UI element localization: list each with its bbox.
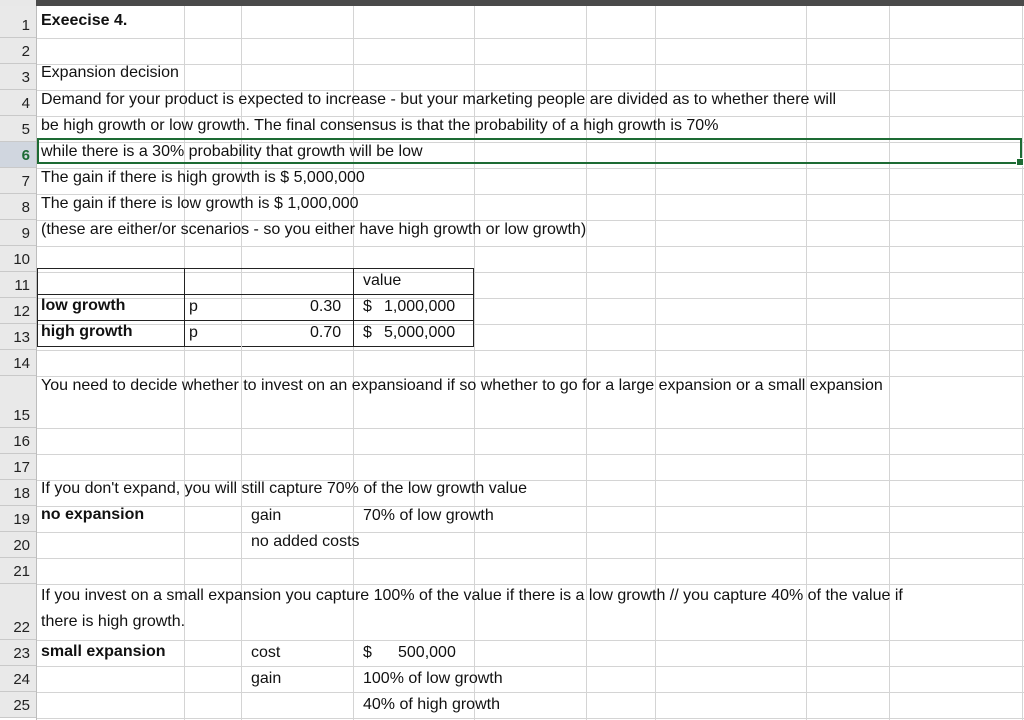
- gridline-h: [37, 558, 1024, 559]
- row-header-10[interactable]: [0, 246, 36, 272]
- gridline-v: [241, 6, 242, 720]
- row-number: 22: [13, 619, 30, 636]
- row-number: 23: [13, 645, 30, 662]
- no-expansion-label[interactable]: no expansion: [41, 506, 145, 523]
- row-number: 12: [13, 303, 30, 320]
- small-expansion-intro-1[interactable]: If you invest on a small expansion you capture 100% of the value if there is a low growth // you capture 40% of the value if: [41, 587, 903, 604]
- row-number: 2: [21, 43, 30, 60]
- small-expansion-gain-low[interactable]: 100% of low growth: [363, 670, 503, 687]
- table-divider-2: [353, 268, 354, 347]
- row-number: 7: [21, 173, 30, 190]
- row-header-9[interactable]: [0, 220, 36, 246]
- row-number: 3: [21, 69, 30, 86]
- small-expansion-label[interactable]: small expansion: [41, 643, 166, 660]
- cell-p-low[interactable]: p: [189, 298, 198, 315]
- row-number: 24: [13, 671, 30, 688]
- table-divider-1: [184, 268, 185, 347]
- row-header-23[interactable]: [0, 640, 36, 666]
- small-expansion-cost-label[interactable]: cost: [251, 644, 281, 661]
- row-number: 10: [13, 251, 30, 268]
- row-header-3[interactable]: [0, 64, 36, 90]
- gridline-h: [37, 64, 1024, 65]
- row-header-20[interactable]: [0, 532, 36, 558]
- row-number: 6: [21, 147, 30, 164]
- row-number: 13: [13, 329, 30, 346]
- gridline-v: [474, 6, 475, 720]
- row-header-14[interactable]: [0, 350, 36, 376]
- gridline-h: [37, 246, 1024, 247]
- row-number: 5: [21, 121, 30, 138]
- small-expansion-intro-2[interactable]: there is high growth.: [41, 613, 186, 630]
- small-expansion-cost-currency: $: [363, 644, 372, 661]
- row-header-7[interactable]: [0, 168, 36, 194]
- small-expansion-gain-high[interactable]: 40% of high growth: [363, 696, 500, 713]
- prob-low-growth[interactable]: 0.30: [310, 298, 342, 315]
- gridline-h: [37, 666, 1024, 667]
- row-number: 19: [13, 511, 30, 528]
- table-header-value[interactable]: value: [363, 272, 402, 289]
- row-header-17[interactable]: [0, 454, 36, 480]
- row-number: 14: [13, 355, 30, 372]
- cell-a8[interactable]: The gain if there is low growth is $ 1,000,000: [41, 195, 359, 212]
- row-number: 21: [13, 563, 30, 580]
- row-header-6[interactable]: [0, 142, 36, 168]
- row-header-22[interactable]: [0, 584, 36, 640]
- gridline-v: [889, 6, 890, 720]
- gridline-h: [37, 454, 1024, 455]
- row-header-16[interactable]: [0, 428, 36, 454]
- row-header-5[interactable]: [0, 116, 36, 142]
- row-label-low-growth[interactable]: low growth: [41, 297, 126, 314]
- gridline-h: [37, 506, 1024, 507]
- small-expansion-gain-label[interactable]: gain: [251, 670, 282, 687]
- cell-a6[interactable]: while there is a 30% probability that growth will be low: [41, 143, 423, 160]
- gridline-h: [37, 692, 1024, 693]
- row-header-4[interactable]: [0, 90, 36, 116]
- cell-a15[interactable]: You need to decide whether to invest on an expansioand if so whether to go for a large expansion or a small expansion: [41, 377, 883, 394]
- gridline-h: [37, 532, 1024, 533]
- row-header-21[interactable]: [0, 558, 36, 584]
- row-number: 9: [21, 225, 30, 242]
- table-hline-1: [37, 294, 474, 295]
- prob-high-growth[interactable]: 0.70: [310, 324, 342, 341]
- selected-row-highlight: [37, 138, 1022, 164]
- cell-a7[interactable]: The gain if there is high growth is $ 5,000,000: [41, 169, 365, 186]
- no-expansion-costs[interactable]: no added costs: [251, 533, 360, 550]
- no-expansion-intro[interactable]: If you don't expand, you will still capture 70% of the low growth value: [41, 480, 527, 497]
- gridline-v: [655, 6, 656, 720]
- row-number: 25: [13, 697, 30, 714]
- row-header-1[interactable]: [0, 6, 36, 38]
- row-number: 11: [14, 277, 30, 294]
- row-header-8[interactable]: [0, 194, 36, 220]
- row-header-11[interactable]: [0, 272, 36, 298]
- no-expansion-gain-label[interactable]: gain: [251, 507, 282, 524]
- row-number: 1: [21, 17, 30, 34]
- row-header-13[interactable]: [0, 324, 36, 350]
- gridline-h: [37, 350, 1024, 351]
- sheet-grid[interactable]: [37, 6, 1024, 720]
- row-number: 20: [13, 537, 30, 554]
- gridline-v: [353, 6, 354, 720]
- gridline-h: [37, 640, 1024, 641]
- row-label-high-growth[interactable]: high growth: [41, 323, 133, 340]
- exercise-title[interactable]: Exeecise 4.: [41, 12, 128, 29]
- row-header-25[interactable]: [0, 692, 36, 718]
- gridline-h: [37, 428, 1024, 429]
- no-expansion-gain-value[interactable]: 70% of low growth: [363, 507, 494, 524]
- value-low-growth[interactable]: 1,000,000: [384, 298, 456, 315]
- gridline-h: [37, 718, 1024, 719]
- fill-handle[interactable]: [1016, 158, 1024, 166]
- value-high-growth[interactable]: 5,000,000: [384, 324, 456, 341]
- cell-a5[interactable]: be high growth or low growth. The final consensus is that the probability of a high growth is 70%: [41, 117, 719, 134]
- cell-a4[interactable]: Demand for your product is expected to increase - but your marketing people are divided as to whether there will: [41, 91, 837, 108]
- row-number: 15: [13, 407, 30, 424]
- row-header-15[interactable]: [0, 376, 36, 428]
- currency-high: $: [363, 324, 372, 341]
- cell-a3[interactable]: Expansion decision: [41, 64, 179, 81]
- row-number: 8: [21, 199, 30, 216]
- row-number: 17: [13, 459, 30, 476]
- gridline-h: [37, 38, 1024, 39]
- gridline-v: [586, 6, 587, 720]
- row-number: 4: [21, 95, 30, 112]
- currency-low: $: [363, 298, 372, 315]
- row-number: 18: [13, 485, 30, 502]
- row-number: 16: [13, 433, 30, 450]
- row-header-19[interactable]: [0, 506, 36, 532]
- gridline-v: [806, 6, 807, 720]
- row-header-18[interactable]: [0, 480, 36, 506]
- cell-a9[interactable]: (these are either/or scenarios - so you either have high growth or low growth): [41, 221, 587, 238]
- gridline-v: [1022, 6, 1023, 720]
- cell-p-high[interactable]: p: [189, 324, 198, 341]
- gridline-h: [37, 584, 1024, 585]
- row-header-2[interactable]: [0, 38, 36, 64]
- row-header-12[interactable]: [0, 298, 36, 324]
- row-header-24[interactable]: [0, 666, 36, 692]
- table-hline-2: [37, 320, 474, 321]
- small-expansion-cost-value[interactable]: 500,000: [398, 644, 456, 661]
